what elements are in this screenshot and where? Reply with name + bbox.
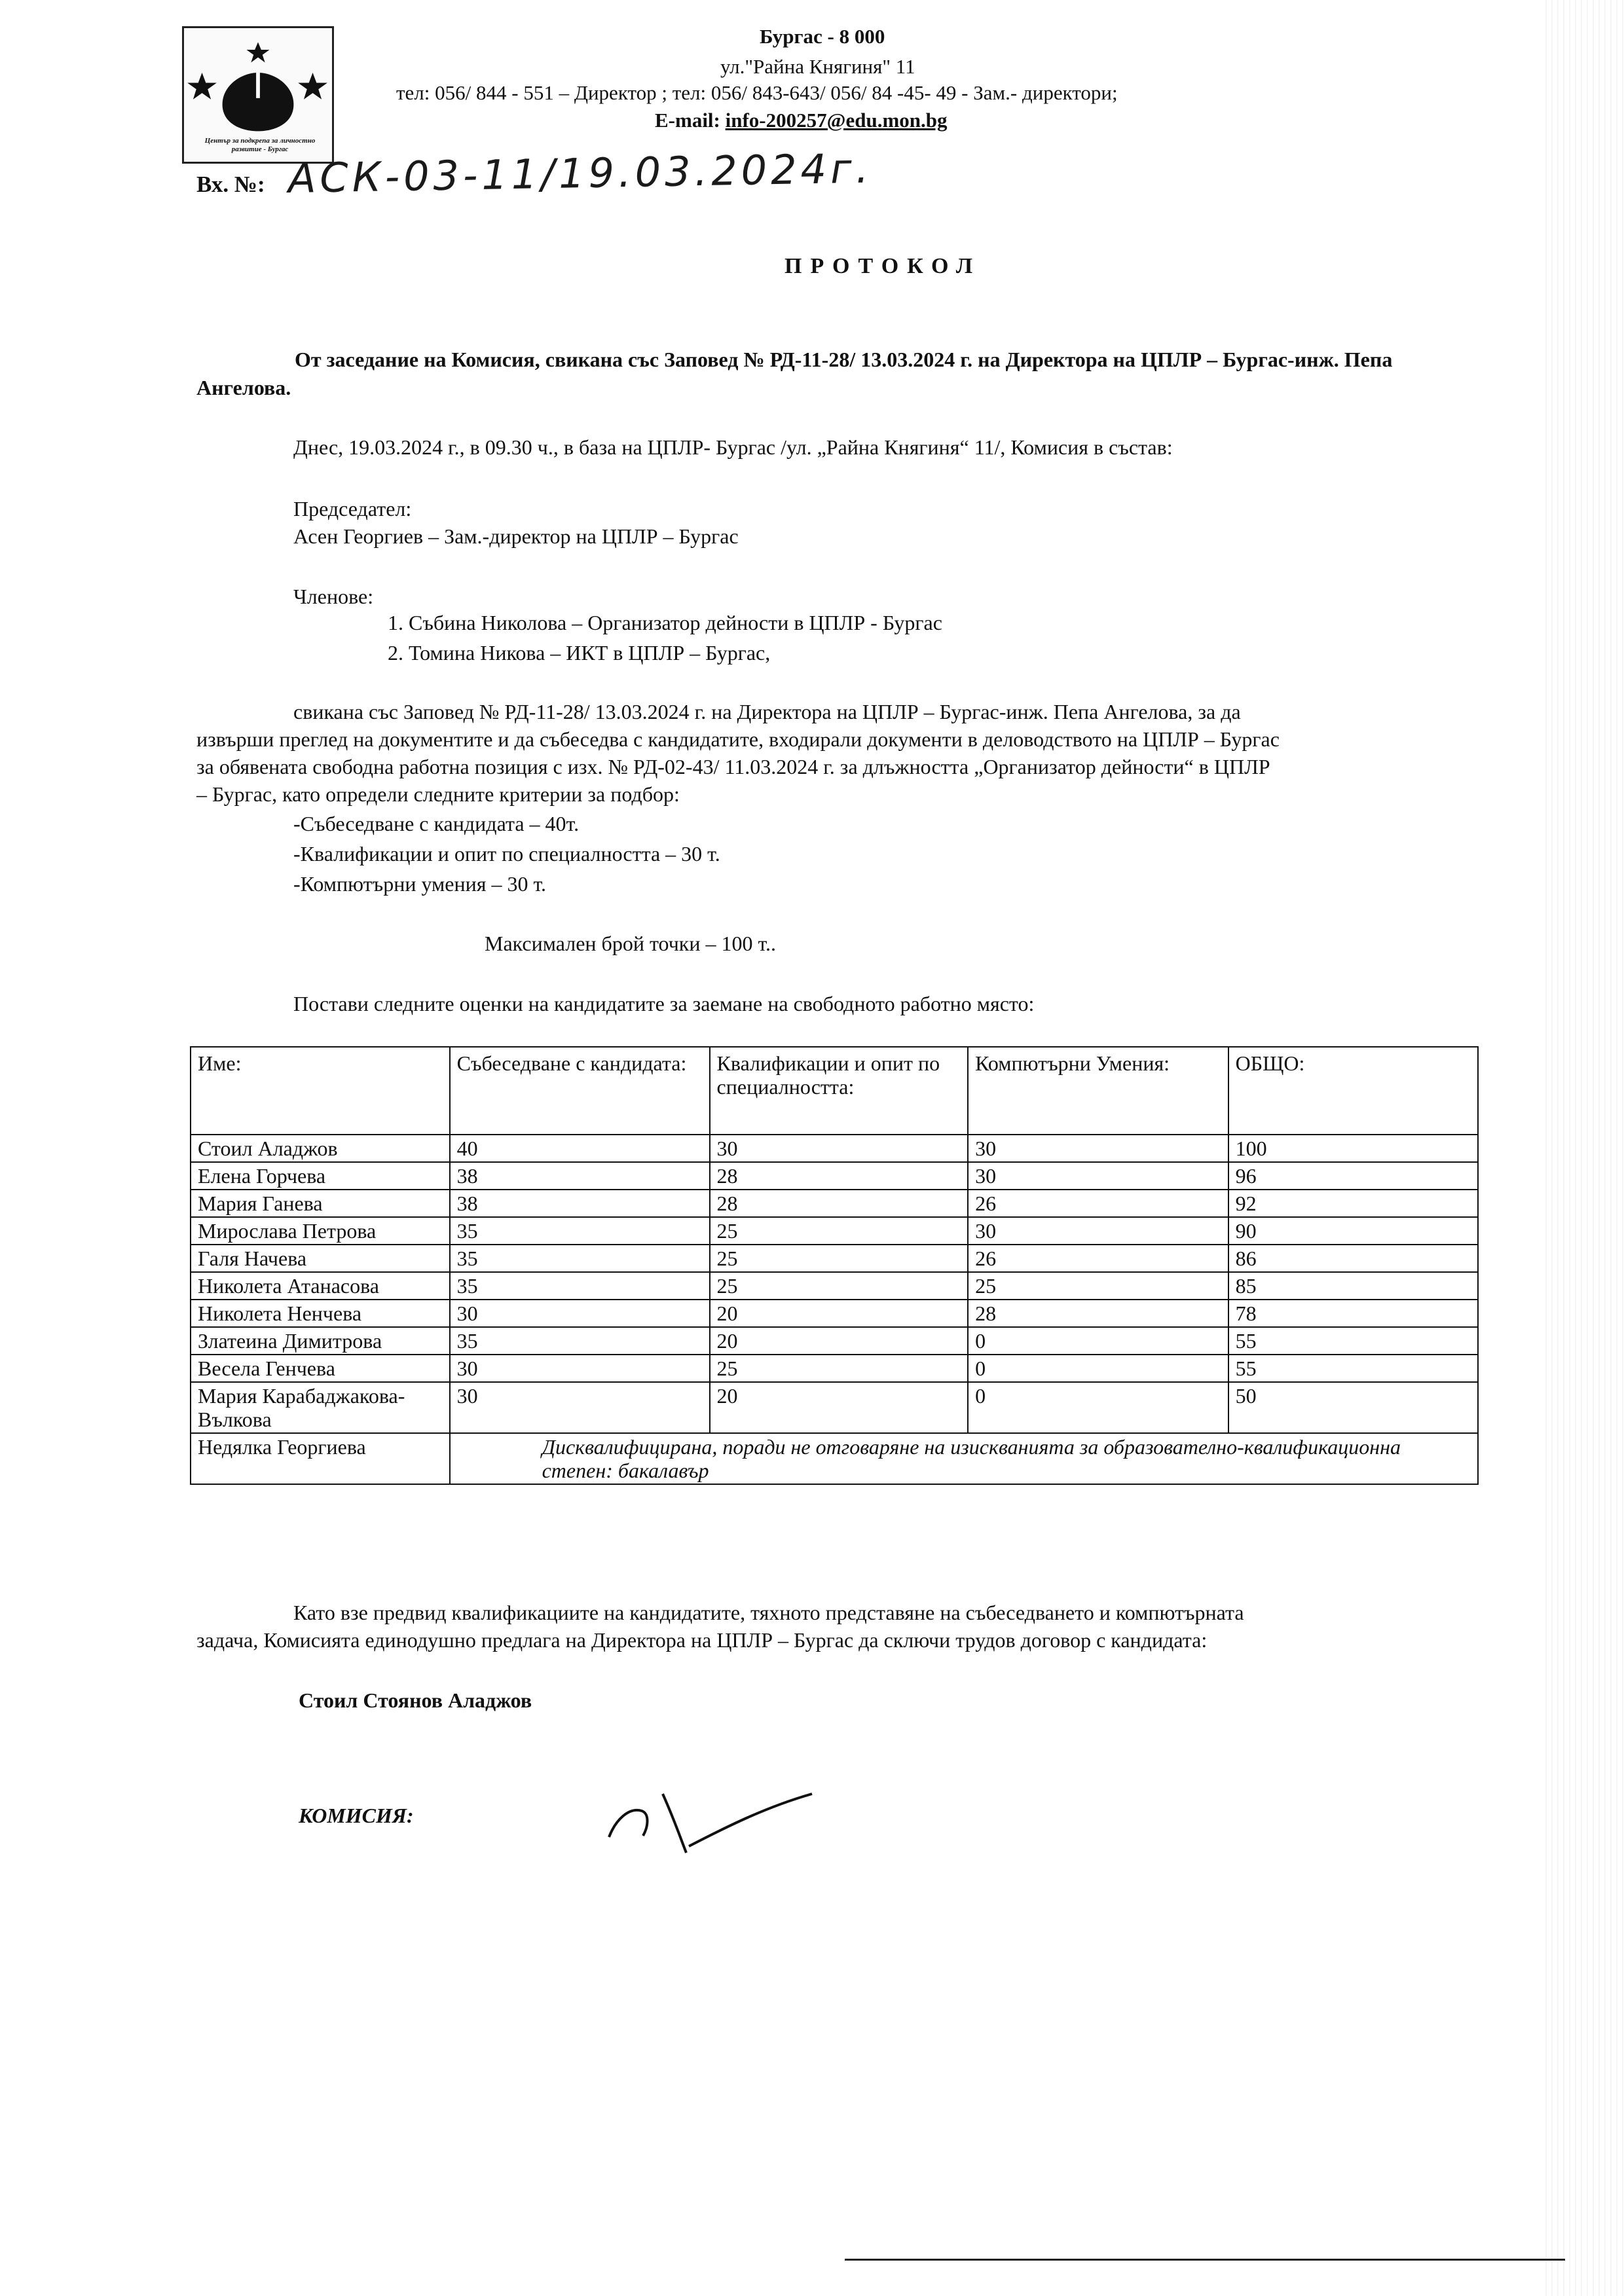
commission-signature — [602, 1781, 825, 1859]
selected-candidate: Стоил Стоянов Аладжов — [299, 1688, 532, 1712]
cell-total: 50 — [1228, 1382, 1478, 1433]
cell-qualification: 20 — [710, 1327, 969, 1355]
cell-qualification: 25 — [710, 1272, 969, 1300]
table-row — [191, 1190, 1478, 1217]
cell-total: 55 — [1228, 1355, 1478, 1382]
cell-computer: 30 — [968, 1217, 1228, 1245]
conclusion-line-1: Като взе предвид квалификациите на кандидатите, тяхното представяне на събеседването и компютърната — [293, 1601, 1244, 1624]
header-computer-skills: Компютърни Умения: — [968, 1047, 1228, 1135]
cell-name: Стоил Аладжов — [191, 1135, 450, 1162]
cell-name: Мария Карабаджакова-Вълкова — [191, 1382, 450, 1433]
table-row — [191, 1382, 1478, 1433]
header-interview: Събеседване с кандидата: — [450, 1047, 710, 1135]
table-row — [191, 1327, 1478, 1355]
logo-caption: Център за подкрепа за личностно развитие - Бургас — [204, 137, 316, 153]
scan-footer-line — [845, 2259, 1565, 2261]
cell-computer: 0 — [968, 1327, 1228, 1355]
registration-number-handwritten: АСК-03-11/19.03.2024г. — [287, 144, 873, 202]
table-row — [191, 1272, 1478, 1300]
header-total: ОБЩО: — [1228, 1047, 1478, 1135]
table-row — [191, 1245, 1478, 1272]
institution-logo — [182, 26, 334, 164]
table-row — [191, 1355, 1478, 1382]
cell-qualification: 25 — [710, 1217, 969, 1245]
scores-table — [190, 1046, 1479, 1485]
date-line: Днес, 19.03.2024 г., в 09.30 ч., в база на ЦПЛР- Бургас /ул. „Райна Княгиня“ 11/, Комисия в състав: — [293, 435, 1173, 459]
cell-interview: 30 — [450, 1382, 710, 1433]
cell-computer: 25 — [968, 1272, 1228, 1300]
cell-interview: 40 — [450, 1135, 710, 1162]
chair-name: Асен Георгиев – Зам.-директор на ЦПЛР – Бургас — [293, 524, 739, 548]
criterion-3: -Компютърни умения – 30 т. — [293, 872, 547, 896]
cell-name: Елена Горчева — [191, 1162, 450, 1190]
cell-interview: 30 — [450, 1300, 710, 1327]
header-city: Бургас - 8 000 — [760, 25, 885, 48]
email-link[interactable]: info-200257@edu.mon.bg — [725, 109, 948, 132]
table-row-disqualified — [191, 1433, 1478, 1484]
cell-qualification: 28 — [710, 1162, 969, 1190]
table-row — [191, 1300, 1478, 1327]
cell-qualification: 25 — [710, 1355, 969, 1382]
intro-paragraph: От заседание на Комисия, свикана със Заповед № РД-11-28/ 13.03.2024 г. на Директора на ЦПЛР – Бургас-инж. Пепа Ангелова. — [196, 348, 1393, 399]
member-2: 2. Томина Никова – ИКТ в ЦПЛР – Бургас, — [388, 641, 771, 665]
cell-total: 78 — [1228, 1300, 1478, 1327]
disqualified-name: Недялка Георгиева — [191, 1433, 450, 1484]
cell-qualification: 30 — [710, 1135, 969, 1162]
cell-computer: 26 — [968, 1245, 1228, 1272]
convened-line-1: свикана със Заповед № РД-11-28/ 13.03.2024 г. на Директора на ЦПЛР – Бургас-инж. Пепа Ангелова, за да — [293, 700, 1241, 723]
cell-name: Николета Ненчева — [191, 1300, 450, 1327]
cell-interview: 35 — [450, 1217, 710, 1245]
cell-interview: 30 — [450, 1355, 710, 1382]
cell-name: Галя Начева — [191, 1245, 450, 1272]
registration-label: Вх. №: — [196, 172, 265, 197]
cell-qualification: 20 — [710, 1382, 969, 1433]
cell-qualification: 25 — [710, 1245, 969, 1272]
cell-qualification: 28 — [710, 1190, 969, 1217]
conclusion-line-2: задача, Комисията единодушно предлага на Директора на ЦПЛР – Бургас да сключи трудов договор с кандидата: — [196, 1628, 1208, 1652]
header-name: Име: — [191, 1047, 450, 1135]
cell-interview: 38 — [450, 1190, 710, 1217]
convened-line-3: за обявената свободна работна позиция с изх. № РД-02-43/ 11.03.2024 г. за длъжността „Организатор дейности“ в ЦПЛР — [196, 755, 1270, 778]
cell-total: 96 — [1228, 1162, 1478, 1190]
cell-name: Мария Ганева — [191, 1190, 450, 1217]
cell-total: 90 — [1228, 1217, 1478, 1245]
grades-intro: Постави следните оценки на кандидатите за заемане на свободното работно място: — [293, 992, 1035, 1015]
cell-interview: 35 — [450, 1272, 710, 1300]
max-points: Максимален брой точки – 100 т.. — [485, 932, 777, 955]
cell-computer: 28 — [968, 1300, 1228, 1327]
cell-total: 86 — [1228, 1245, 1478, 1272]
commission-label: КОМИСИЯ: — [299, 1804, 414, 1827]
cell-computer: 26 — [968, 1190, 1228, 1217]
convened-line-2: извърши преглед на документите и да събеседва с кандидатите, входирали документи в деловодството на ЦПЛР – Бургас — [196, 727, 1280, 751]
criterion-2: -Квалификации и опит по специалността – 30 т. — [293, 842, 720, 866]
convened-line-4: – Бургас, като определи следните критерии за подбор: — [196, 782, 680, 806]
cell-name: Златеина Димитрова — [191, 1327, 450, 1355]
cell-interview: 38 — [450, 1162, 710, 1190]
cell-total: 100 — [1228, 1135, 1478, 1162]
header-street: ул."Райна Княгиня" 11 — [720, 55, 915, 78]
member-1: 1. Събина Николова – Организатор дейности в ЦПЛР - Бургас — [388, 611, 942, 634]
cell-total: 55 — [1228, 1327, 1478, 1355]
disqualified-note: Дисквалифицирана, поради не отговаряне на изискванията за образователно-квалификационна степен: бакалавър — [450, 1433, 1478, 1484]
cell-interview: 35 — [450, 1327, 710, 1355]
cell-interview: 35 — [450, 1245, 710, 1272]
table-row — [191, 1135, 1478, 1162]
cell-total: 92 — [1228, 1190, 1478, 1217]
cell-computer: 30 — [968, 1135, 1228, 1162]
criterion-1: -Събеседване с кандидата – 40т. — [293, 812, 580, 835]
cell-computer: 30 — [968, 1162, 1228, 1190]
chair-label: Председател: — [293, 497, 412, 520]
email-label: E-mail: — [655, 109, 720, 132]
table-header-row — [191, 1047, 1478, 1135]
cell-total: 85 — [1228, 1272, 1478, 1300]
header-phones: тел: 056/ 844 - 551 – Директор ; тел: 056/ 843-643/ 056/ 84 -45- 49 - Зам.- директори; — [396, 81, 1118, 104]
scan-edge-right — [1545, 0, 1624, 2296]
header-email — [655, 110, 948, 130]
cell-computer: 0 — [968, 1382, 1228, 1433]
cell-computer: 0 — [968, 1355, 1228, 1382]
header-qualification: Квалификации и опит по специалността: — [710, 1047, 969, 1135]
members-label: Членове: — [293, 585, 374, 608]
cell-name: Весела Генчева — [191, 1355, 450, 1382]
cell-qualification: 20 — [710, 1300, 969, 1327]
cell-name: Николета Атанасова — [191, 1272, 450, 1300]
table-row — [191, 1162, 1478, 1190]
cell-name: Мирослава Петрова — [191, 1217, 450, 1245]
document-title: ПРОТОКОЛ — [784, 254, 982, 278]
table-row — [191, 1217, 1478, 1245]
